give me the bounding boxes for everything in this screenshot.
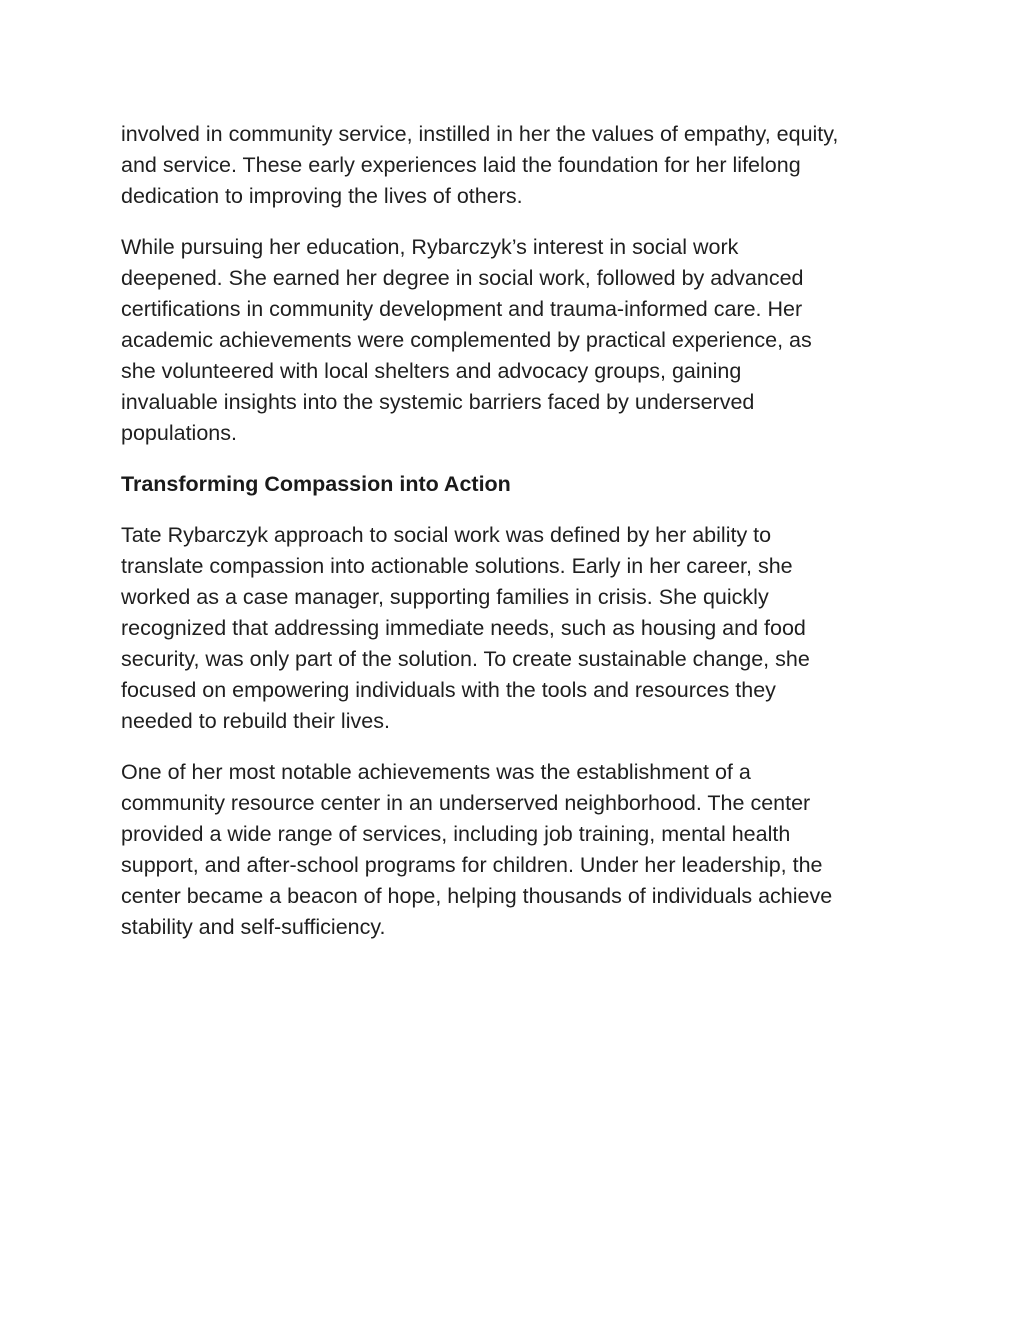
text-line: support, and after-school programs for children. Under her leadership, the xyxy=(121,853,823,877)
text-line: recognized that addressing immediate needs, such as housing and food xyxy=(121,616,806,640)
text-line: needed to rebuild their lives. xyxy=(121,709,390,733)
text-line: deepened. She earned her degree in social work, followed by advanced xyxy=(121,266,804,290)
section-heading: Transforming Compassion into Action xyxy=(121,472,511,496)
paragraph-achievements xyxy=(121,757,911,943)
text-line: While pursuing her education, Rybarczyk’s interest in social work xyxy=(121,235,739,259)
text-line: One of her most notable achievements was the establishment of a xyxy=(121,760,751,784)
document-page xyxy=(121,119,911,963)
paragraph-approach xyxy=(121,520,911,737)
text-line: academic achievements were complemented by practical experience, as xyxy=(121,328,812,352)
text-line: center became a beacon of hope, helping thousands of individuals achieve xyxy=(121,884,833,908)
text-line: translate compassion into actionable solutions. Early in her career, she xyxy=(121,554,793,578)
text-line: she volunteered with local shelters and advocacy groups, gaining xyxy=(121,359,742,383)
text-line: involved in community service, instilled in her the values of empathy, equity, xyxy=(121,122,839,146)
text-line: invaluable insights into the systemic barriers faced by underserved xyxy=(121,390,755,414)
text-line: provided a wide range of services, including job training, mental health xyxy=(121,822,791,846)
text-line: stability and self-sufficiency. xyxy=(121,915,386,939)
text-line: dedication to improving the lives of others. xyxy=(121,184,523,208)
text-line: Tate Rybarczyk approach to social work was defined by her ability to xyxy=(121,523,772,547)
paragraph-early-values xyxy=(121,119,911,212)
text-line: security, was only part of the solution. To create sustainable change, she xyxy=(121,647,810,671)
text-line: worked as a case manager, supporting families in crisis. She quickly xyxy=(121,585,769,609)
paragraph-education xyxy=(121,232,911,449)
text-line: focused on empowering individuals with the tools and resources they xyxy=(121,678,776,702)
text-line: and service. These early experiences laid the foundation for her lifelong xyxy=(121,153,801,177)
text-line: certifications in community development and trauma-informed care. Her xyxy=(121,297,803,321)
text-line: populations. xyxy=(121,421,237,445)
text-line: community resource center in an underserved neighborhood. The center xyxy=(121,791,811,815)
